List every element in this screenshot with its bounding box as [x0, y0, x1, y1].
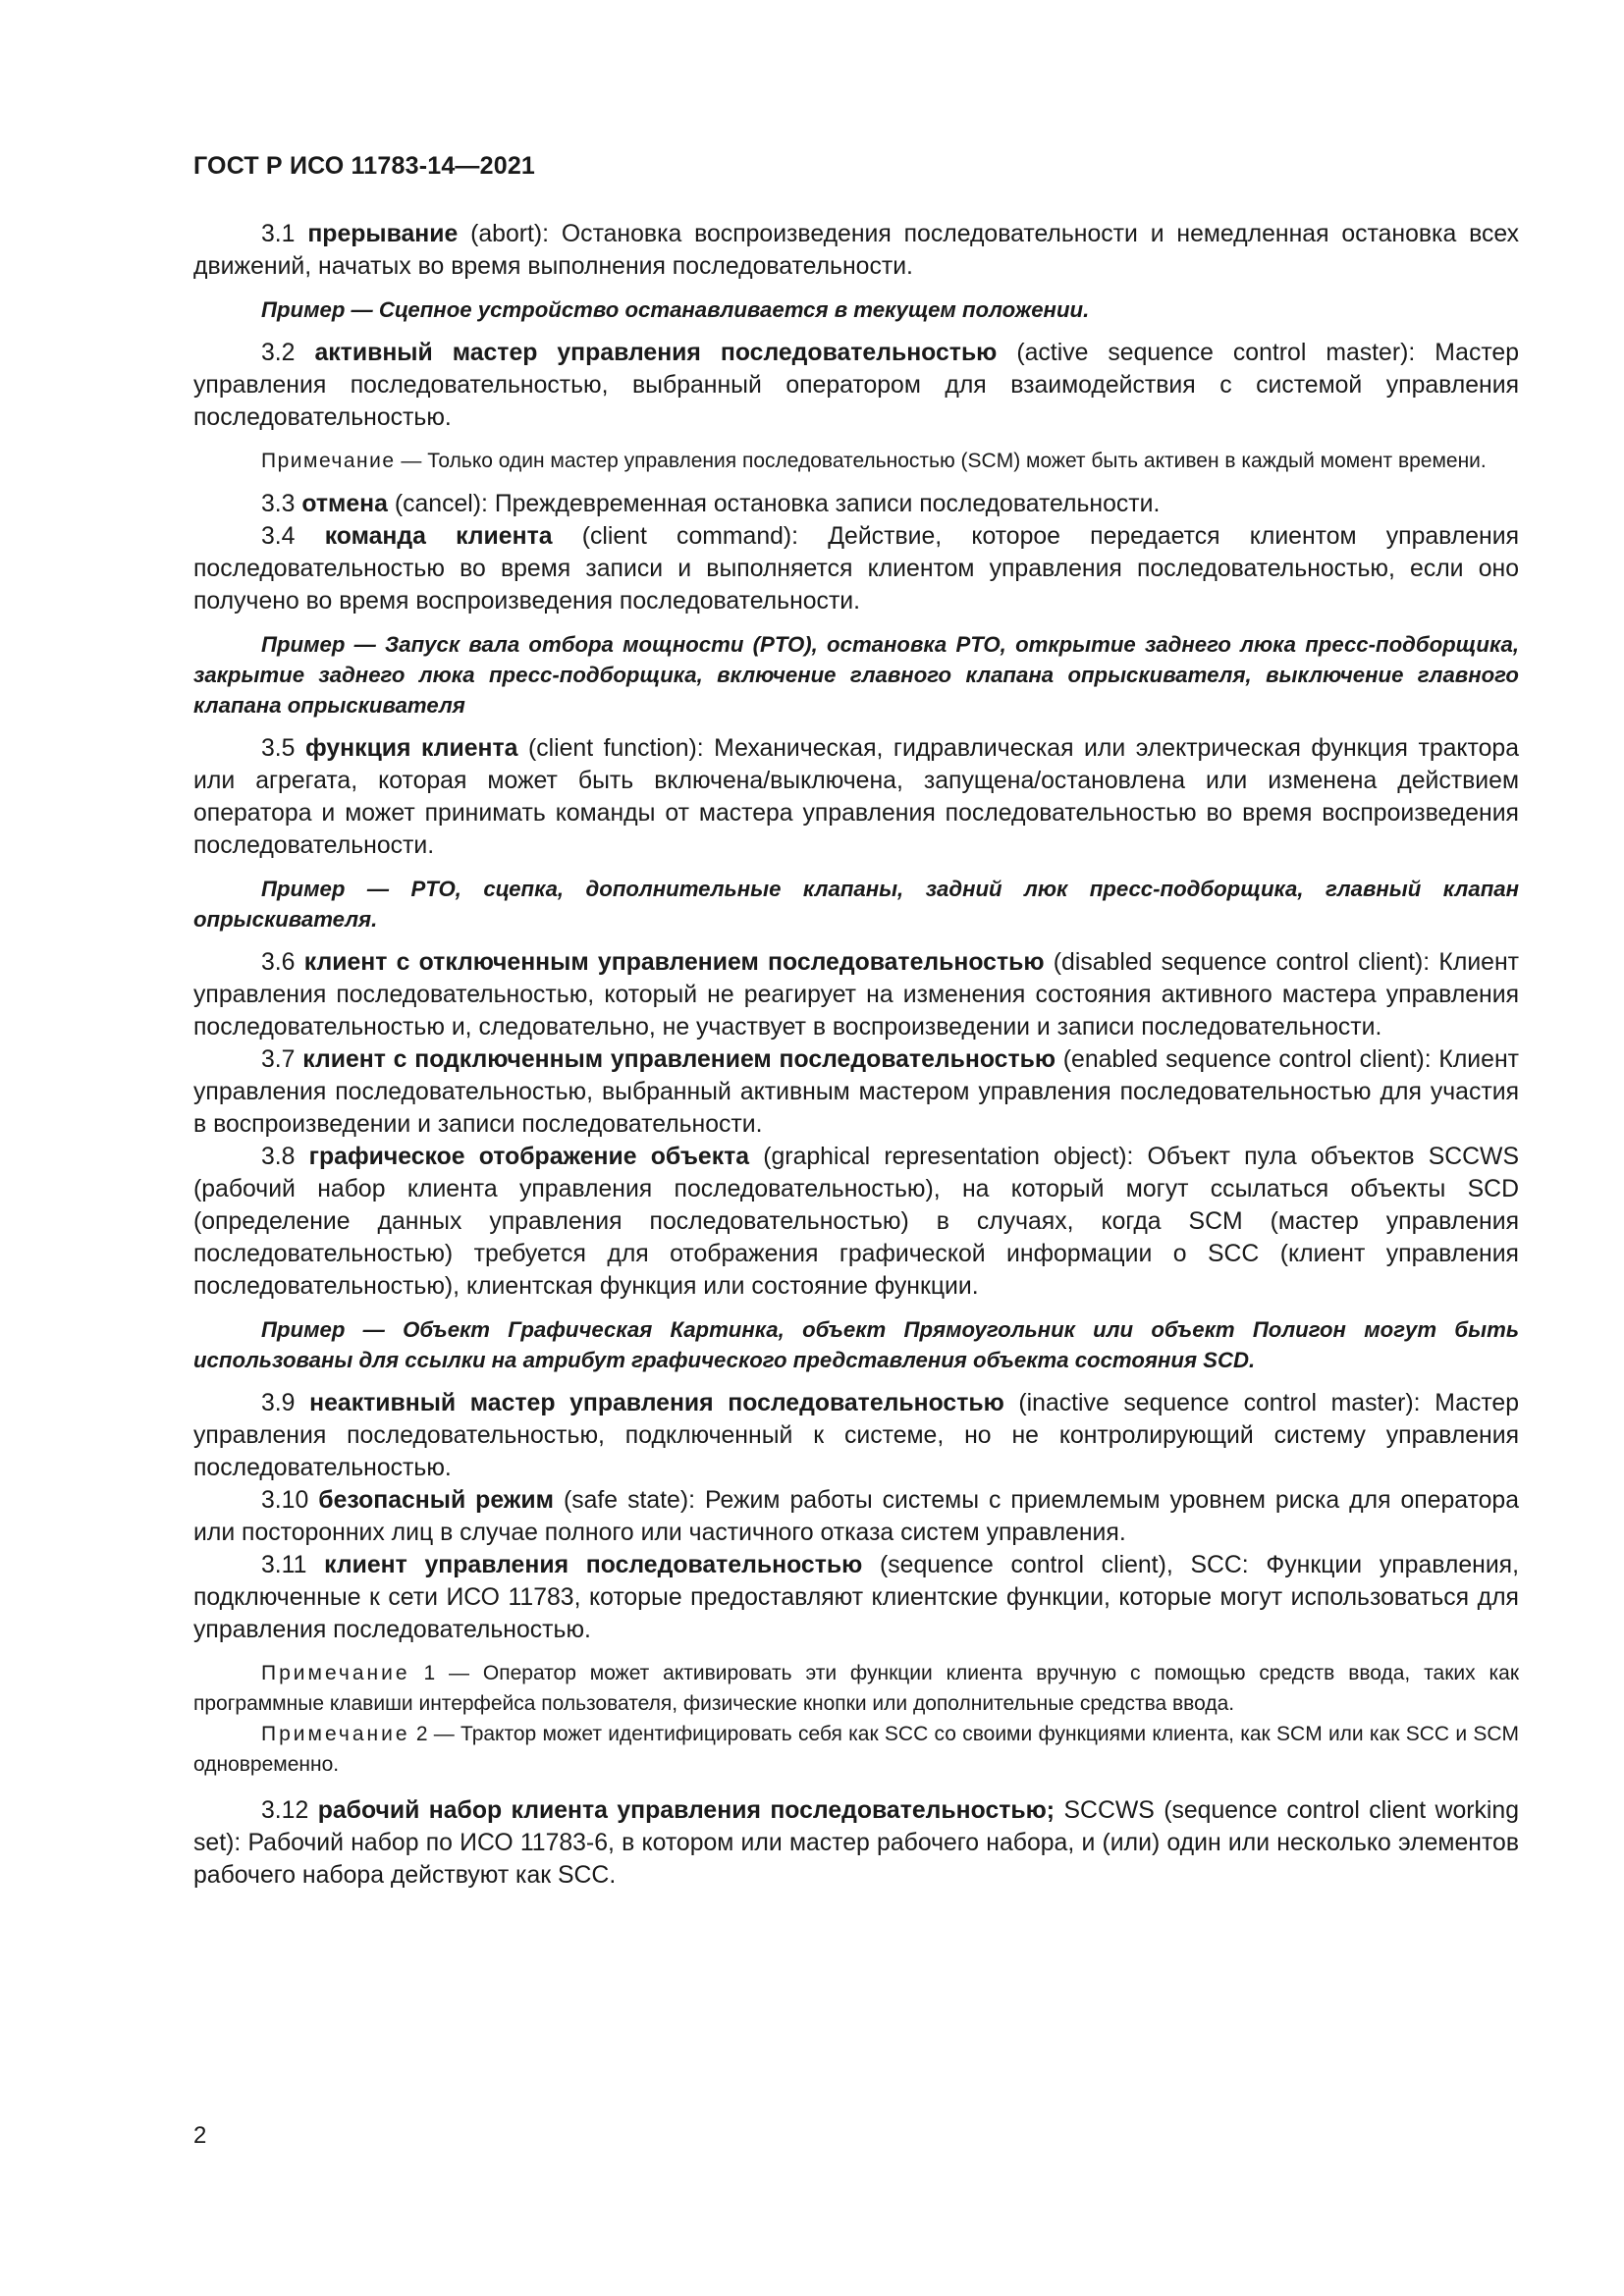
definition-term: графическое отображение объекта	[308, 1144, 750, 1170]
note-3-2	[193, 446, 1519, 476]
note-label: Примечание	[261, 1662, 410, 1684]
definition-number: 3.10	[261, 1487, 309, 1514]
definition-text: (client command): Действие, которое передается клиентом управления последовательностью во время записи и выполняется клиентом управления последовательностью, если оно получено во время воспроизведения последовательности.	[193, 523, 1520, 614]
example-3-5: Пример — PTO, сцепка, дополнительные клапаны, задний люк пресс-подборщика, главный клапан опрыскивателя.	[193, 877, 1519, 932]
definition-3-8	[193, 1141, 1519, 1303]
note-label: Примечание	[261, 1723, 410, 1745]
definition-term: клиент с подключенным управлением последовательностью	[302, 1046, 1056, 1073]
definition-number: 3.11	[261, 1552, 307, 1578]
definition-term: функция клиента	[305, 735, 518, 762]
definition-text: (graphical representation object): Объект пула объектов SCCWS (рабочий набор клиента управления последовательностью), на который могут ссылаться объекты SCD (определение данных управления последовательностью) в случаях, когда SCM (мастер управления последовательностью) требуется для отображения графической информации о SCC (клиент управления последовательностью), клиентская функция или состояние функции.	[193, 1144, 1519, 1300]
definition-text: (client function): Механическая, гидравлическая или электрическая функция трактора или агрегата, которая может быть включена/выключена, запущена/остановлена или изменена действием оператора и может принимать команды от мастера управления последовательностью во время воспроизведения последовательности.	[193, 735, 1520, 859]
definition-3-2	[193, 337, 1519, 434]
definition-term: команда клиента	[324, 523, 553, 550]
definition-3-4	[193, 520, 1519, 617]
definition-number: 3.12	[261, 1797, 309, 1824]
definition-text: (disabled sequence control client): Клиент управления последовательностью, который не реагирует на изменения состояния активного мастера управления последовательностью и, следовательно, не участвует в воспроизведении и записи последовательности.	[193, 949, 1520, 1041]
definition-text: (active sequence control master): Мастер управления последовательностью, выбранный оператором для взаимодействия с системой управления последовательностью.	[193, 340, 1520, 431]
example-3-8: Пример — Объект Графическая Картинка, объект Прямоугольник или объект Полигон могут быть использованы для ссылки на атрибут графического представления объекта состояния SCD.	[193, 1317, 1519, 1372]
definition-number: 3.9	[261, 1390, 296, 1416]
page-content	[193, 218, 1519, 1892]
definition-term: клиент управления последовательностью	[324, 1552, 863, 1578]
definition-3-7	[193, 1043, 1519, 1141]
definition-number: 3.1	[261, 221, 296, 247]
definition-3-5	[193, 732, 1519, 862]
definition-3-3	[193, 488, 1519, 520]
definition-number: 3.4	[261, 523, 296, 550]
definition-term: рабочий набор клиента управления последовательностью;	[317, 1797, 1056, 1824]
definition-term: активный мастер управления последовательностью	[314, 340, 998, 366]
definition-text: (enabled sequence control client): Клиент управления последовательностью, выбранный активным мастером управления последовательностью для участия в воспроизведении и записи последовательности.	[193, 1046, 1519, 1138]
definition-3-11	[193, 1549, 1519, 1646]
definition-3-12	[193, 1794, 1519, 1892]
note-3-11-2	[193, 1719, 1519, 1780]
definition-text: (sequence control client), SCC: Функции управления, подключенные к сети ИСО 11783, которые предоставляют клиентские функции, которые могут использоваться для управления последовательностью.	[193, 1552, 1519, 1643]
definition-text: SCCWS (sequence control client working set): Рабочий набор по ИСО 11783-6, в котором или мастер рабочего набора, и (или) один или несколько элементов рабочего набора действуют как SCC.	[193, 1797, 1519, 1889]
definition-text: (inactive sequence control master): Мастер управления последовательностью, подключенный к системе, но не контролирующий систему управления последовательностью.	[193, 1390, 1519, 1481]
definition-number: 3.6	[261, 949, 296, 976]
definition-term: безопасный режим	[318, 1487, 554, 1514]
definition-3-1	[193, 218, 1519, 283]
definition-number: 3.5	[261, 735, 296, 762]
definition-number: 3.7	[261, 1046, 296, 1073]
note-text: — Только один мастер управления последовательностью (SCM) может быть активен в каждый момент времени.	[395, 450, 1487, 472]
definition-number: 3.2	[261, 340, 296, 366]
definition-number: 3.8	[261, 1144, 296, 1170]
definition-text: (abort): Остановка воспроизведения последовательности и немедленная остановка всех движений, начатых во время выполнения последовательности.	[193, 221, 1520, 280]
note-text: — Оператор может активировать эти функции клиента вручную с помощью средств ввода, таких как программные клавиши интерфейса пользователя, физические кнопки или дополнительные средства ввода.	[193, 1662, 1520, 1715]
definition-term: прерывание	[307, 221, 459, 247]
definition-3-10	[193, 1484, 1519, 1549]
definition-term: клиент с отключенным управлением последовательностью	[303, 949, 1045, 976]
definition-term: отмена	[301, 491, 388, 517]
page-number: 2	[193, 2122, 207, 2149]
definition-3-9	[193, 1387, 1519, 1484]
example-3-1: Пример — Сцепное устройство останавливается в текущем положении.	[261, 297, 1090, 322]
definition-text: (safe state): Режим работы системы с приемлемым уровнем риска для оператора или посторонних лиц в случае полного или частичного отказа систем управления.	[193, 1487, 1520, 1546]
note-number: 2	[409, 1723, 428, 1745]
note-label: Примечание	[261, 450, 396, 472]
example-3-4: Пример — Запуск вала отбора мощности (PTO), остановка PTO, открытие заднего люка пресс-подборщика, закрытие заднего люка пресс-подборщика, включение главного клапана опрыскивателя, выключение главного клапана опрыскивателя	[193, 632, 1519, 718]
definition-text: (cancel): Преждевременная остановка записи последовательности.	[387, 491, 1161, 517]
definition-term: неактивный мастер управления последовательностью	[309, 1390, 1004, 1416]
definition-3-6	[193, 946, 1519, 1043]
note-number: 1	[409, 1662, 436, 1684]
definition-number: 3.3	[261, 491, 296, 517]
note-text: — Трактор может идентифицировать себя как SCC со своими функциями клиента, как SCM или как SCC и SCM одновременно.	[193, 1723, 1519, 1776]
page-header: ГОСТ Р ИСО 11783-14—2021	[193, 152, 536, 180]
note-3-11-1	[193, 1658, 1519, 1719]
